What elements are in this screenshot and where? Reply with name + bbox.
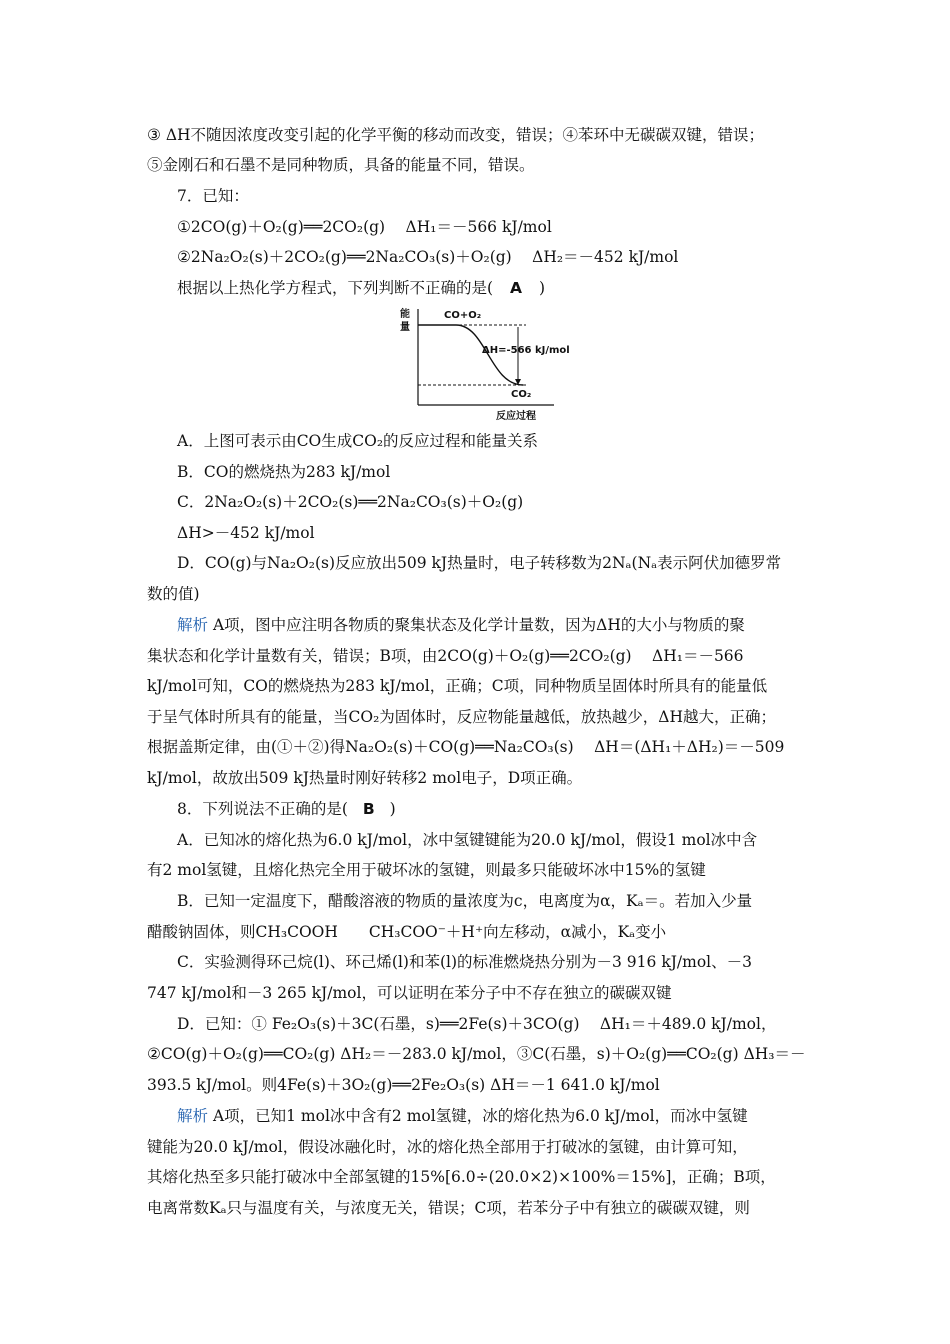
q8-option-a-line-1: A．已知冰的熔化热为6.0 kJ/mol，冰中氢键键能为20.0 kJ/mol，假设1 mol冰中含 bbox=[177, 831, 758, 849]
q8-analysis-line-2: 键能为20.0 kJ/mol，假设冰融化时，冰的熔化热全部用于打破冰的氢键，由计算可知， bbox=[147, 1138, 748, 1156]
q8-option-c-line-1: C．实验测得环己烷(l)、环己烯(l)和苯(l)的标准燃烧热分别为－3 916 kJ/mol、－3 bbox=[177, 953, 752, 971]
q8-analysis-line-1 bbox=[177, 1105, 748, 1127]
q8-analysis-label: 解析 bbox=[177, 1107, 209, 1125]
q7-stem: 7．已知： bbox=[177, 187, 249, 205]
y-axis-label-2: 量 bbox=[400, 322, 410, 333]
q8-analysis-line-3: 其熔化热至多只能打破冰中全部氢键的15%[6.0÷(20.0×2)×100%＝15%]，正确；B项， bbox=[147, 1168, 776, 1186]
product-label: CO₂ bbox=[511, 389, 532, 400]
q7-analysis-line-6: kJ/mol，故放出509 kJ热量时刚好转移2 mol电子，D项正确。 bbox=[147, 769, 583, 787]
q8-option-a-line-2: 有2 mol氢键，且熔化热完全用于破坏冰的氢键，则最多只能破坏冰中15%的氢键 bbox=[147, 861, 706, 879]
q7-analysis-line-4: 于呈气体时所具有的能量，当CO₂为固体时，反应物能量越低，放热越少，ΔH越大，正确； bbox=[147, 708, 776, 726]
q7-option-b: B．CO的燃烧热为283 kJ/mol bbox=[177, 463, 391, 481]
q8-option-c-line-2: 747 kJ/mol和－3 265 kJ/mol，可以证明在苯分子中不存在独立的碳碳双键 bbox=[147, 984, 672, 1002]
y-axis-label-1: 能 bbox=[400, 309, 410, 320]
q8-option-d-line-2: ②CO(g)＋O₂(g)══CO₂(g) ΔH₂＝－283.0 kJ/mol，③C(石墨，s)＋O₂(g)══CO₂(g) ΔH₃＝－ bbox=[147, 1045, 806, 1063]
q7-analysis-label: 解析 bbox=[177, 616, 209, 634]
q7-equation-2: ②2Na₂O₂(s)＋2CO₂(g)══2Na₂CO₃(s)＋O₂(g) ΔH₂＝－452 kJ/mol bbox=[177, 248, 679, 266]
q8-answer: B bbox=[362, 800, 375, 818]
q7-question-text: 根据以上热化学方程式，下列判断不正确的是( bbox=[177, 279, 494, 297]
q7-option-c-line-2: ΔH>－452 kJ/mol bbox=[177, 524, 315, 542]
q8-option-d-line-3: 393.5 kJ/mol。则4Fe(s)＋3O₂(g)══2Fe₂O₃(s) ΔH＝－1 641.0 kJ/mol bbox=[147, 1076, 660, 1094]
x-axis-label: 反应过程 bbox=[496, 411, 536, 422]
q8-stem bbox=[177, 798, 396, 820]
q8-analysis-text-1: A项，已知1 mol冰中含有2 mol氢键，冰的熔化热为6.0 kJ/mol，而冰中氢键 bbox=[212, 1107, 748, 1125]
q8-option-d-line-1: D．已知：① Fe₂O₃(s)＋3C(石墨，s)══2Fe(s)＋3CO(g) ΔH₁＝＋489.0 kJ/mol， bbox=[177, 1015, 777, 1033]
q7-analysis-line-5: 根据盖斯定律，由(①＋②)得Na₂O₂(s)＋CO(g)══Na₂CO₃(s) ΔH＝(ΔH₁＋ΔH₂)＝－509 bbox=[147, 738, 785, 756]
q8-stem-text: 8．下列说法不正确的是( bbox=[177, 800, 348, 818]
q8-stem-close: ) bbox=[389, 800, 396, 818]
q7-analysis-line-2: 集状态和化学计量数有关，错误；B项，由2CO(g)＋O₂(g)══2CO₂(g) ΔH₁＝－566 bbox=[147, 647, 744, 665]
intro-line-1: ③ ΔH不随因浓度改变引起的化学平衡的移动而改变，错误；④苯环中无碳碳双键，错误； bbox=[147, 126, 765, 144]
q8-analysis-line-4: 电离常数Kₐ只与温度有关，与浓度无关，错误；C项，若苯分子中有独立的碳碳双键，则 bbox=[147, 1199, 750, 1217]
q7-analysis-line-1 bbox=[177, 614, 745, 636]
delta-h-label: ΔH=-566 kJ/mol bbox=[482, 345, 570, 356]
q7-question-close: ) bbox=[538, 279, 545, 297]
intro-line-2: ⑤金刚石和石墨不是同种物质，具备的能量不同，错误。 bbox=[147, 156, 535, 174]
reactant-label: CO+O₂ bbox=[444, 310, 482, 321]
q7-answer: A bbox=[510, 279, 522, 297]
q8-option-b-line-1: B．已知一定温度下，醋酸溶液的物质的量浓度为c，电离度为α，Kₐ＝。若加入少量 bbox=[177, 892, 753, 910]
q7-equation-1: ①2CO(g)＋O₂(g)══2CO₂(g) ΔH₁＝－566 kJ/mol bbox=[177, 218, 552, 236]
q7-option-a: A．上图可表示由CO生成CO₂的反应过程和能量关系 bbox=[177, 432, 539, 450]
q7-option-d-line-2: 数的值) bbox=[147, 585, 200, 603]
q7-option-c-line-1: C．2Na₂O₂(s)＋2CO₂(s)══2Na₂CO₃(s)＋O₂(g) bbox=[177, 493, 524, 511]
energy-diagram bbox=[378, 305, 598, 427]
q8-option-b-line-2: 醋酸钠固体，则CH₃COOH CH₃COO⁻＋H⁺向左移动，α减小，Kₐ变小 bbox=[147, 923, 667, 941]
q7-analysis-line-3: kJ/mol可知，CO的燃烧热为283 kJ/mol，正确；C项，同种物质呈固体时所具有的能量低 bbox=[147, 677, 768, 695]
q7-option-d-line-1: D．CO(g)与Na₂O₂(s)反应放出509 kJ热量时，电子转移数为2Nₐ(Nₐ表示阿伏加德罗常 bbox=[177, 554, 782, 572]
q7-analysis-text-1: A项，图中应注明各物质的聚集状态及化学计量数，因为ΔH的大小与物质的聚 bbox=[212, 616, 745, 634]
q7-question bbox=[177, 277, 545, 299]
